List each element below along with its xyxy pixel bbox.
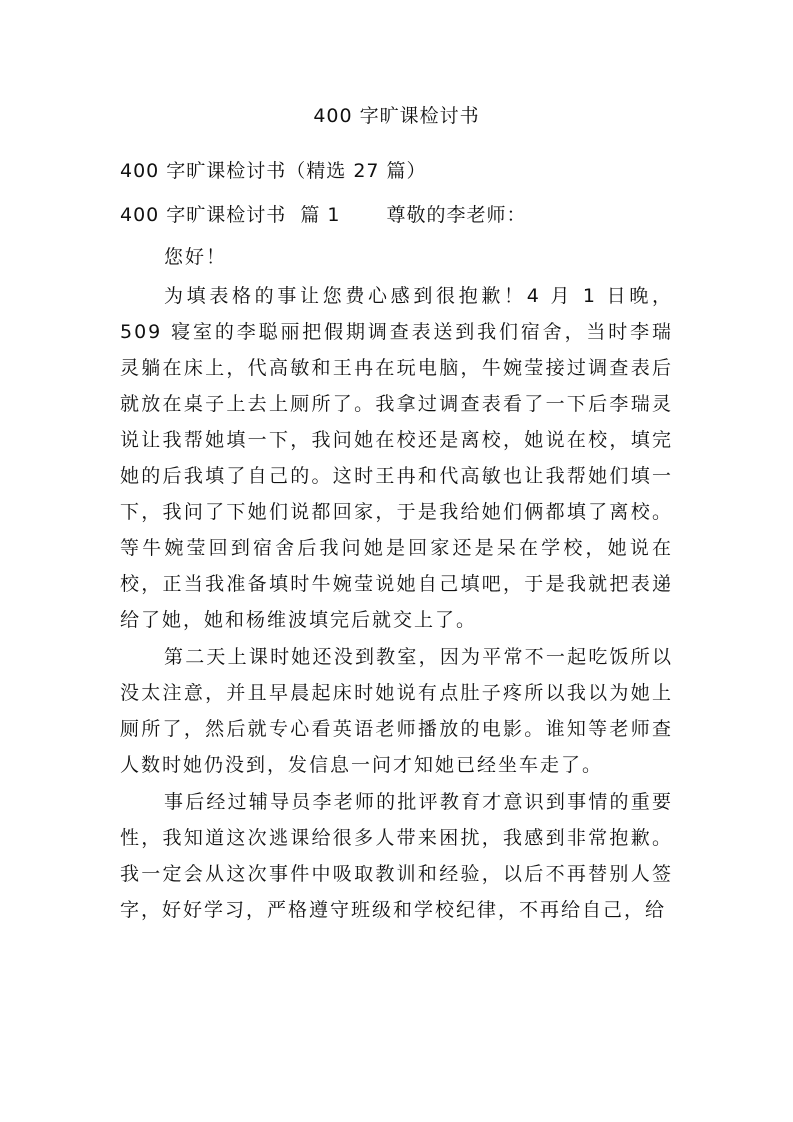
body-paragraph-1: 为填表格的事让您费心感到很抱歉！4 月 1 日晚，509 寝室的李聪丽把假期调查表送到我们宿舍，当时李瑞灵躺在床上，代高敏和王冉在玩电脑，牛婉莹接过调查表后就放在桌子上去上厕所了。我拿过调查表看了一下后李瑞灵说让我帮她填一下，我问她在校还是离校，她说在校，填完她的后我填了自己的。这时王冉和代高敏也让我帮她们填一下，我问了下她们说都回家，于是我给她们俩都填了离校。等牛婉莹回到宿舍后我问她是回家还是呆在学校，她说在校，正当我准备填时牛婉莹说她自己填吧，于是我就把表递给了她，她和杨维波填完后就交上了。 bbox=[120, 285, 673, 631]
body-paragraph-2: 第二天上课时她还没到教室，因为平常不一起吃饭所以没太注意，并且早晨起床时她说有点肚子疼所以我以为她上厕所了，然后就专心看英语老师播放的电影。谁知等老师查人数时她仍没到，发信息一问才知她已经坐车走了。 bbox=[120, 646, 673, 776]
letter-body bbox=[120, 239, 673, 928]
document-subtitle: 400 字旷课检讨书（精选 27 篇） bbox=[120, 160, 427, 182]
section-label: 400 字旷课检讨书 篇 1 bbox=[120, 204, 341, 226]
section-header bbox=[120, 200, 527, 230]
salutation: 尊敬的李老师： bbox=[386, 204, 527, 226]
document-title: 400 字旷课检讨书 bbox=[313, 105, 480, 127]
body-paragraph-3: 事后经过辅导员李老师的批评教育才意识到事情的重要性，我知道这次逃课给很多人带来困扰，我感到非常抱歉。我一定会从这次事件中吸取教训和经验，以后不再替别人签字，好好学习，严格遵守班级和学校纪律，不再给自己，给 bbox=[120, 791, 673, 921]
greeting: 您好！ bbox=[164, 246, 228, 268]
